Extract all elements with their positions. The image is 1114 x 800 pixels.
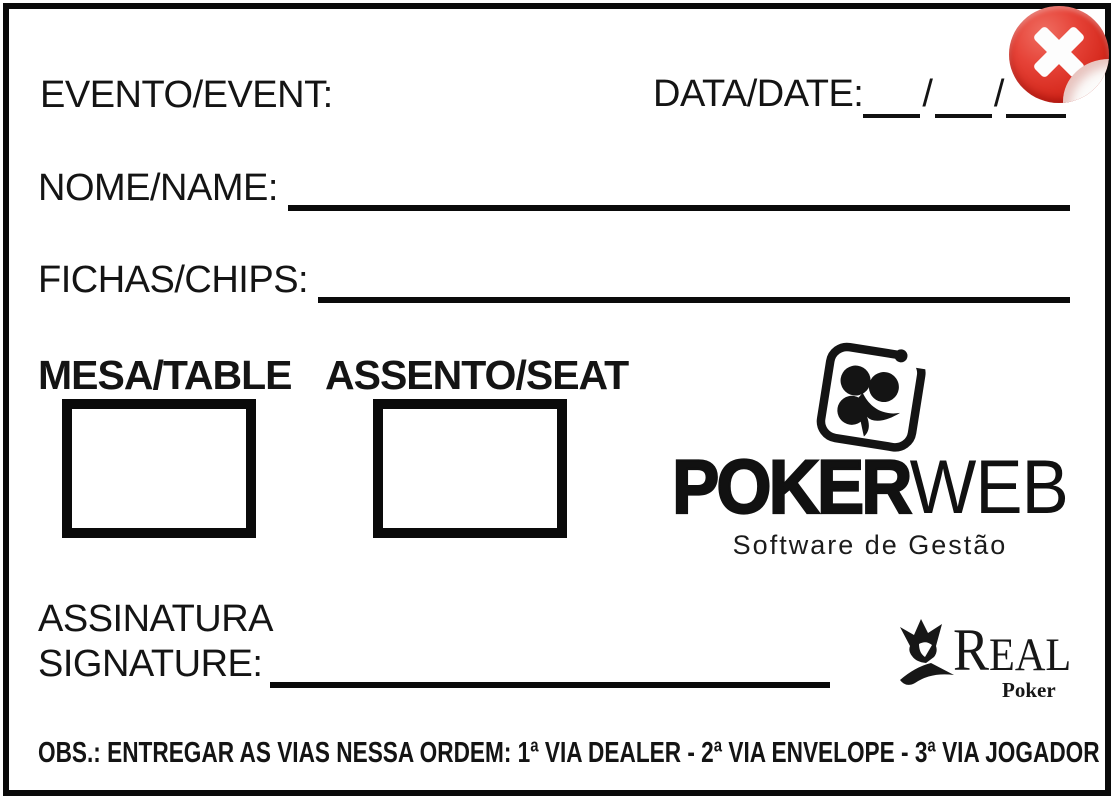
chips-field-row xyxy=(38,257,1070,303)
signature-label-line1: ASSINATURA xyxy=(38,598,274,640)
instructions-note: OBS.: ENTREGAR AS VIAS NESSA ORDEM: 1ª VIA DEALER - 2ª VIA ENVELOPE - 3ª VIA JOGADOR xyxy=(38,737,1100,769)
table-label: MESA/TABLE xyxy=(38,352,292,398)
table-number-box[interactable] xyxy=(62,399,256,538)
pokerweb-word-poker: POKER xyxy=(672,445,910,530)
event-label: EVENTO/EVENT: xyxy=(40,74,333,116)
signature-field-row xyxy=(38,641,830,688)
name-label: NOME/NAME: xyxy=(38,167,278,209)
seat-number-box[interactable] xyxy=(373,399,567,538)
real-wordmark xyxy=(953,617,1072,683)
signature-field[interactable] xyxy=(270,641,830,688)
pokerweb-word-web: WEB xyxy=(909,445,1068,530)
seat-label: ASSENTO/SEAT xyxy=(325,352,629,398)
name-field[interactable] xyxy=(288,165,1070,211)
real-poker-logo xyxy=(898,610,1098,705)
real-word-rest: EAL xyxy=(989,629,1072,681)
pokerweb-wordmark xyxy=(656,445,1084,530)
date-slash: / xyxy=(993,73,1005,115)
real-sub-label: Poker xyxy=(1002,678,1056,702)
chips-field[interactable] xyxy=(318,257,1070,303)
pokerweb-logo xyxy=(640,338,1100,563)
date-month-field[interactable] xyxy=(935,70,992,118)
real-word-initial: R xyxy=(953,617,990,683)
signature-label-line2: SIGNATURE: xyxy=(38,643,263,685)
date-slash: / xyxy=(922,73,933,115)
date-day-field[interactable] xyxy=(863,70,920,118)
date-label: DATA/DATE: xyxy=(653,73,864,115)
pokerweb-tagline: Software de Gestão xyxy=(732,530,1008,560)
close-button[interactable] xyxy=(1009,6,1109,103)
chips-label: FICHAS/CHIPS: xyxy=(38,259,309,301)
king-icon xyxy=(898,618,956,699)
date-field-group xyxy=(653,70,1066,118)
name-field-row xyxy=(38,165,1070,211)
